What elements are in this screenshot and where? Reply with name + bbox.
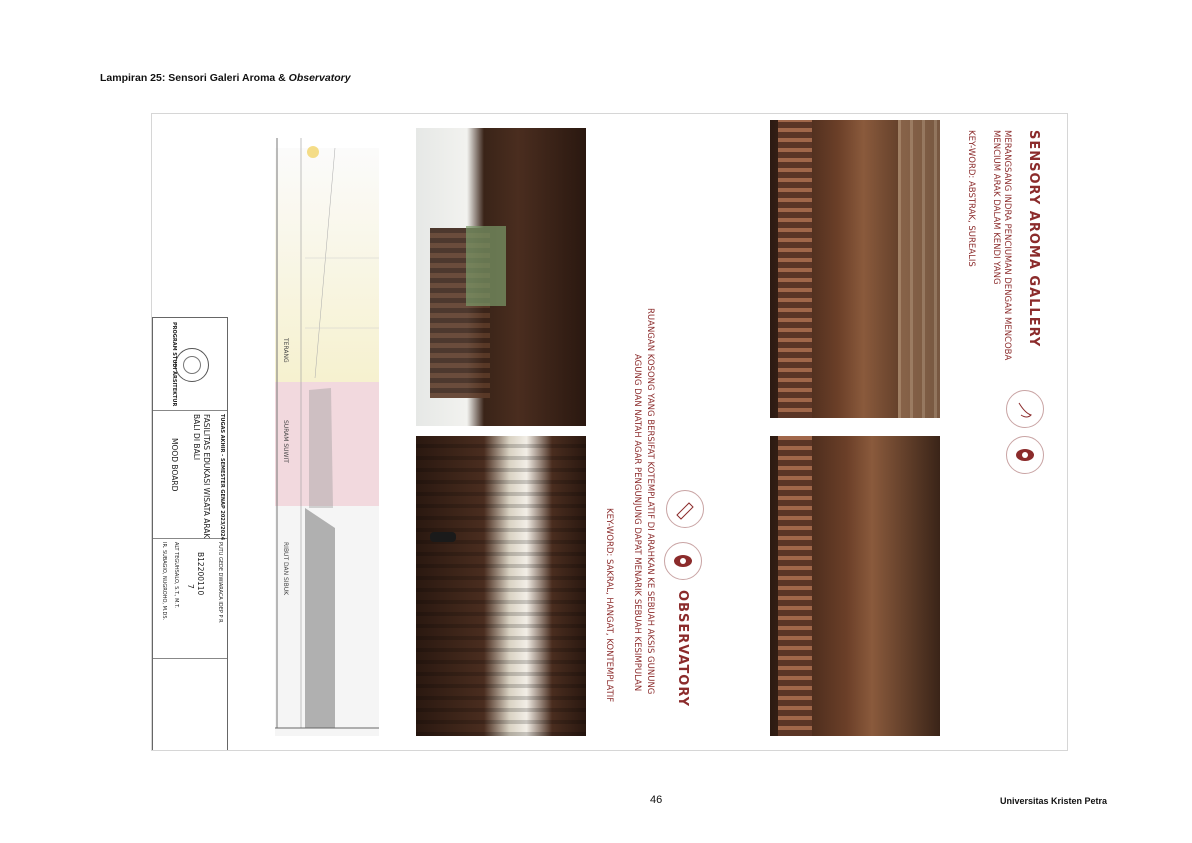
title-block: [152, 317, 228, 750]
observatory-desc-line1: RUANGAN KOSONG YANG BERSIFAT KOTEMPLATIF DI ARAHKAN KE SEBUAH AKSIS GUNUNG: [645, 308, 655, 695]
project-title: FASILITAS EDUKASI WISATA ARAK: [202, 414, 211, 539]
page-caption: Lampiran 25: Sensori Galeri Aroma & Observatory: [100, 72, 351, 84]
title-block-project: TUGAS AKHIR - SEMESTER GENAP 2023/2024 FASILITAS EDUKASI WISATA ARAK BALI DI BALI MOOD BOARD: [153, 410, 227, 539]
label-terang: TERANG: [282, 338, 289, 363]
eye-icon: [1006, 436, 1044, 474]
gallery-title: SENSORY AROMA GALLERY: [1026, 130, 1041, 348]
observatory-photo-1: [416, 128, 586, 426]
observatory-desc-line2: AGUNG DAN NATAH AGAR PENGUNJUNG DAPAT MENARIK SEBUAH KESIMPULAN: [632, 354, 642, 692]
label-suram: SURAM SUWIT: [282, 420, 289, 463]
sheet-title: MOOD BOARD: [170, 438, 179, 492]
nose-icon: [1006, 390, 1044, 428]
label-ribut: RIBUT DAN SIBUK: [282, 542, 289, 596]
gallery-keyword: KEY-WORD: ABSTRAK, SUREALIS: [966, 130, 976, 267]
observatory-photo-2: [416, 436, 586, 736]
gallery-photo-2: [770, 436, 940, 736]
university-logo-icon: [175, 348, 209, 382]
eye-icon: [664, 542, 702, 580]
gallery-desc-line1: MERANGSANG INDRA PENCIUMAN DENGAN MENCOBA: [1002, 130, 1012, 361]
gallery-photo-1: [770, 120, 940, 418]
observatory-title: OBSERVATORY: [675, 590, 690, 708]
mood-board-sheet: [151, 113, 1068, 751]
footer-university: Universitas Kristen Petra: [1000, 796, 1108, 806]
program-name: PROGRAM STUDI ARSITEKTUR: [171, 322, 177, 407]
hand-icon: [666, 490, 704, 528]
title-block-header: [153, 318, 227, 411]
observatory-keyword: KEY-WORD: SAKRAL, HANGAT, KONTEMPLATIF: [604, 508, 614, 703]
project-location: BALI DI BALI: [192, 414, 201, 461]
gallery-desc-line2: MENCIUM ARAK DALAM KENDI YANG: [991, 130, 1001, 285]
student-id: B12200110: [196, 552, 205, 596]
section-drawing: [275, 128, 379, 736]
title-block-student: PUTU GEDE DWIARACA IDEP P R B12200110 7 ALT TEGUHSALO, S.T., M.T. IR. SUBAGIO, NUGROHO, M.DS.: [153, 538, 227, 659]
page-number: 46: [650, 794, 663, 806]
sheet-number: 7: [186, 584, 195, 589]
section-lines: [275, 128, 379, 736]
title-block-footer: [153, 658, 227, 750]
